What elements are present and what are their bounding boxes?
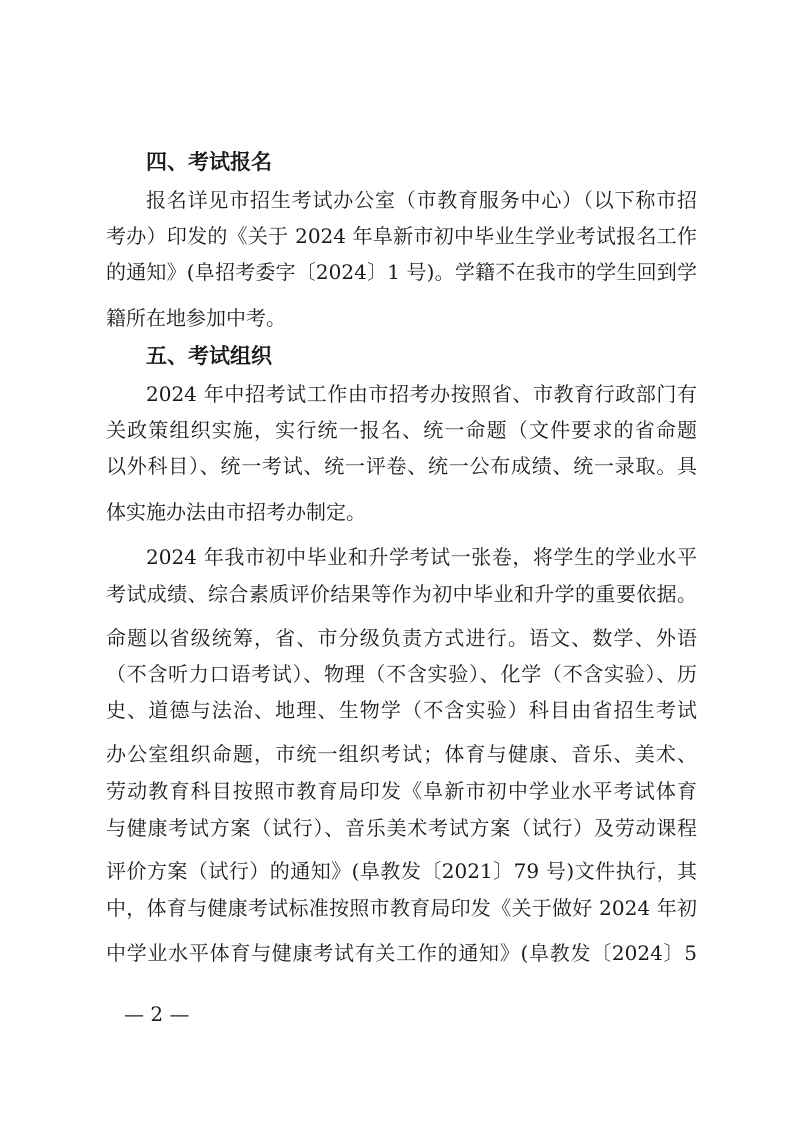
page-number: — 2 — <box>124 1002 190 1026</box>
paragraph-line: 2024 年我市初中毕业和升学考试一张卷，将学生的学业水平 <box>146 545 697 569</box>
paragraph-line: 办公室组织命题，市统一组织考试；体育与健康、音乐、美术、 <box>106 742 697 766</box>
paragraph-line: 考试成绩、综合素质评价结果等作为初中毕业和升学的重要依据。 <box>106 582 697 606</box>
paragraph-line: 以外科目）、统一考试、统一评卷、统一公布成绩、统一录取。具 <box>106 454 697 478</box>
paragraph-line: （不含听力口语考试）、物理（不含实验）、化学（不含实验）、历 <box>106 662 697 686</box>
section-heading-registration: 四、考试报名 <box>146 150 272 174</box>
paragraph-line: 考办）印发的《关于 2024 年阜新市初中毕业生学业考试报名工作 <box>106 224 697 248</box>
paragraph-line: 2024 年中招考试工作由市招考办按照省、市教育行政部门有 <box>146 382 697 406</box>
paragraph-line: 的通知》(阜招考委字〔2024〕1 号)。学籍不在我市的学生回到学 <box>106 260 697 284</box>
paragraph-line: 中学业水平体育与健康考试有关工作的通知》(阜教发〔2024〕5 <box>106 941 697 965</box>
paragraph-line: 命题以省级统筹，省、市分级负责方式进行。语文、数学、外语 <box>106 626 697 650</box>
paragraph-line: 与健康考试方案（试行）、音乐美术考试方案（试行）及劳动课程 <box>106 816 697 840</box>
paragraph-line: 报名详见市招生考试办公室（市教育服务中心）（以下称市招 <box>146 188 697 212</box>
paragraph-line: 史、道德与法治、地理、生物学（不含实验）科目由省招生考试 <box>106 698 697 722</box>
paragraph-line: 劳动教育科目按照市教育局印发《阜新市初中学业水平考试体育 <box>106 779 697 803</box>
paragraph-line: 籍所在地参加中考。 <box>106 306 286 330</box>
paragraph-line: 评价方案（试行）的通知》(阜教发〔2021〕79 号)文件执行，其 <box>106 859 697 883</box>
paragraph-line: 关政策组织实施，实行统一报名、统一命题（文件要求的省命题 <box>106 418 697 442</box>
paragraph-line: 中，体育与健康考试标准按照市教育局印发《关于做好 2024 年初 <box>106 896 697 920</box>
section-heading-organization: 五、考试组织 <box>146 344 272 368</box>
paragraph-line: 体实施办法由市招考办制定。 <box>106 500 366 524</box>
